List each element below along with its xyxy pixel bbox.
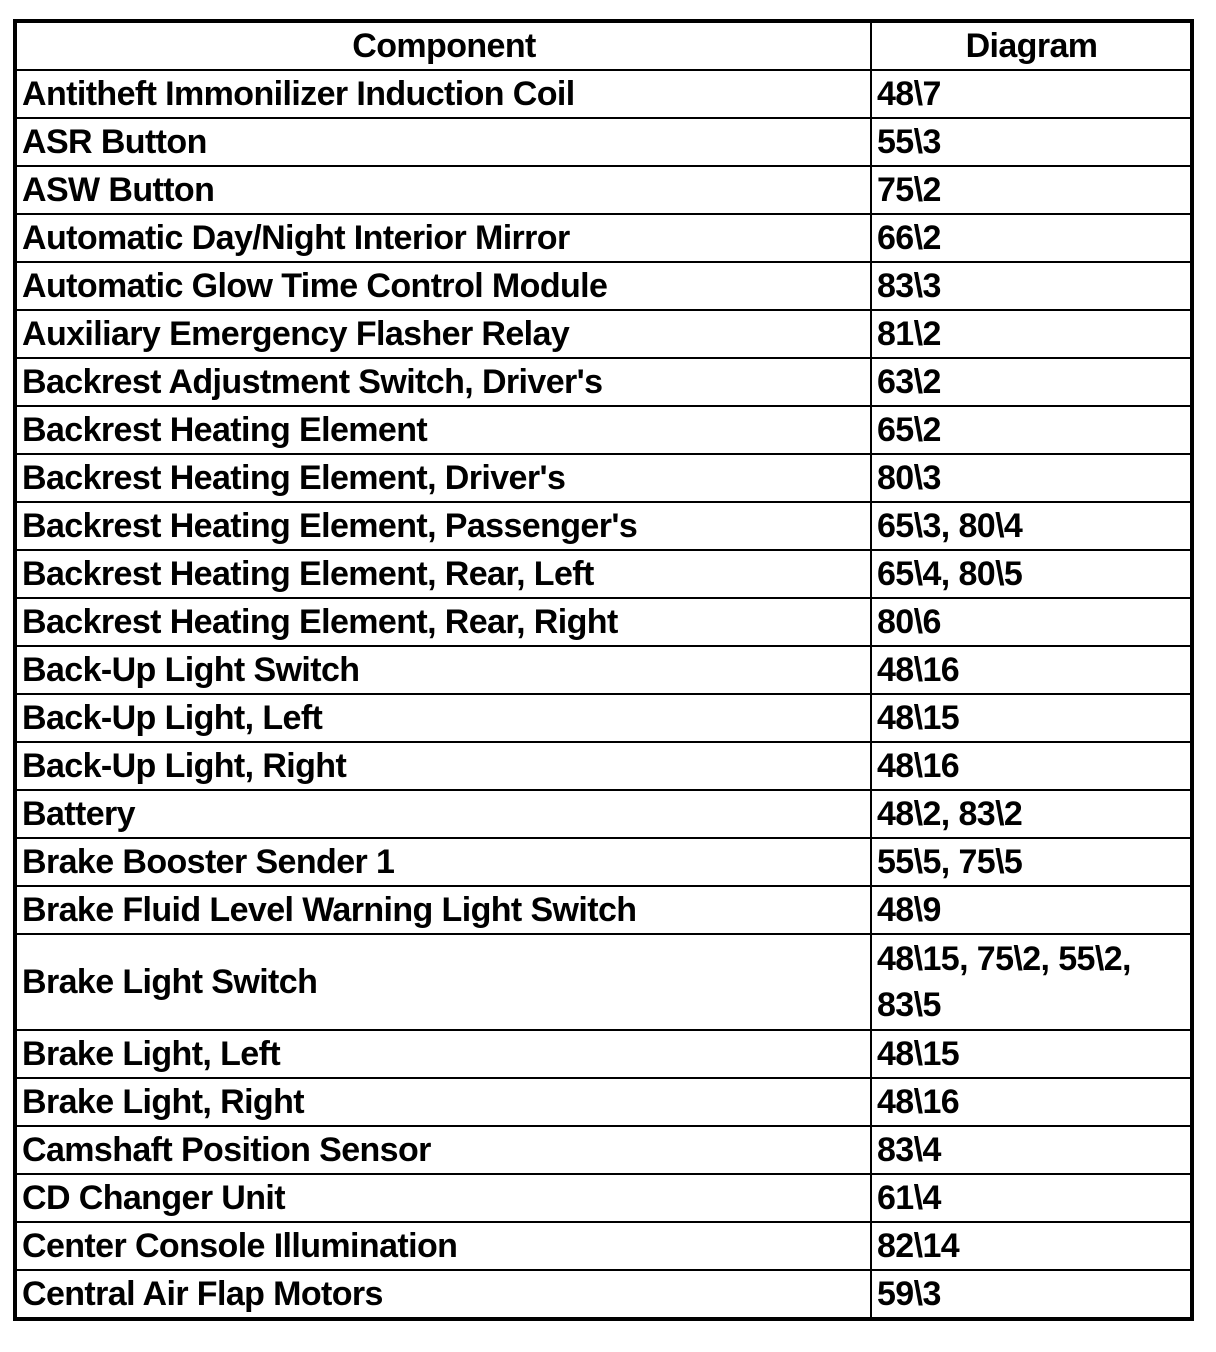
component-cell: Backrest Heating Element <box>15 406 871 454</box>
component-cell: Brake Fluid Level Warning Light Switch <box>15 886 871 934</box>
table-row <box>15 790 1192 838</box>
table-body <box>15 70 1192 1319</box>
table-row <box>15 1126 1192 1174</box>
diagram-cell: 48\16 <box>871 1078 1192 1126</box>
table-row <box>15 166 1192 214</box>
table-row <box>15 598 1192 646</box>
diagram-cell: 83\3 <box>871 262 1192 310</box>
table-row <box>15 70 1192 118</box>
diagram-cell: 65\2 <box>871 406 1192 454</box>
table-row <box>15 1174 1192 1222</box>
diagram-cell: 65\3, 80\4 <box>871 502 1192 550</box>
table-row <box>15 118 1192 166</box>
diagram-cell: 48\16 <box>871 646 1192 694</box>
component-cell: Back-Up Light Switch <box>15 646 871 694</box>
component-cell: Backrest Heating Element, Passenger's <box>15 502 871 550</box>
component-cell: Backrest Heating Element, Rear, Left <box>15 550 871 598</box>
table-row <box>15 742 1192 790</box>
diagram-cell: 63\2 <box>871 358 1192 406</box>
component-cell: Back-Up Light, Left <box>15 694 871 742</box>
diagram-cell: 48\15 <box>871 1030 1192 1078</box>
table-row <box>15 1222 1192 1270</box>
diagram-cell: 48\15, 75\2, 55\2, 83\5 <box>871 934 1192 1030</box>
table-row <box>15 1078 1192 1126</box>
diagram-cell: 48\2, 83\2 <box>871 790 1192 838</box>
column-header-diagram: Diagram <box>871 21 1192 70</box>
table-row <box>15 262 1192 310</box>
diagram-cell: 48\7 <box>871 70 1192 118</box>
component-cell: Brake Light, Left <box>15 1030 871 1078</box>
diagram-cell: 83\4 <box>871 1126 1192 1174</box>
table-header <box>15 21 1192 70</box>
component-cell: Battery <box>15 790 871 838</box>
table-row <box>15 886 1192 934</box>
diagram-cell: 55\3 <box>871 118 1192 166</box>
diagram-cell: 59\3 <box>871 1270 1192 1319</box>
diagram-cell: 80\6 <box>871 598 1192 646</box>
table-row <box>15 406 1192 454</box>
component-cell: Backrest Adjustment Switch, Driver's <box>15 358 871 406</box>
diagram-cell: 48\16 <box>871 742 1192 790</box>
table-row <box>15 694 1192 742</box>
table-row <box>15 214 1192 262</box>
table-row <box>15 454 1192 502</box>
diagram-cell: 81\2 <box>871 310 1192 358</box>
component-cell: ASR Button <box>15 118 871 166</box>
component-cell: Backrest Heating Element, Rear, Right <box>15 598 871 646</box>
diagram-cell: 80\3 <box>871 454 1192 502</box>
table-row <box>15 358 1192 406</box>
component-diagram-table <box>13 19 1194 1321</box>
column-header-component: Component <box>15 21 871 70</box>
component-cell: Automatic Day/Night Interior Mirror <box>15 214 871 262</box>
diagram-cell: 48\15 <box>871 694 1192 742</box>
component-cell: Central Air Flap Motors <box>15 1270 871 1319</box>
table-row <box>15 550 1192 598</box>
diagram-cell: 82\14 <box>871 1222 1192 1270</box>
component-cell: Backrest Heating Element, Driver's <box>15 454 871 502</box>
component-cell: CD Changer Unit <box>15 1174 871 1222</box>
component-cell: Camshaft Position Sensor <box>15 1126 871 1174</box>
table-row <box>15 646 1192 694</box>
diagram-cell: 66\2 <box>871 214 1192 262</box>
component-cell: Automatic Glow Time Control Module <box>15 262 871 310</box>
table-row <box>15 1270 1192 1319</box>
table-row <box>15 310 1192 358</box>
diagram-cell: 65\4, 80\5 <box>871 550 1192 598</box>
diagram-cell: 61\4 <box>871 1174 1192 1222</box>
component-cell: Back-Up Light, Right <box>15 742 871 790</box>
table-row <box>15 838 1192 886</box>
component-cell: Brake Light Switch <box>15 934 871 1030</box>
component-cell: Brake Light, Right <box>15 1078 871 1126</box>
diagram-cell: 75\2 <box>871 166 1192 214</box>
diagram-cell: 55\5, 75\5 <box>871 838 1192 886</box>
component-cell: Antitheft Immonilizer Induction Coil <box>15 70 871 118</box>
header-row <box>15 21 1192 70</box>
diagram-cell: 48\9 <box>871 886 1192 934</box>
component-cell: Auxiliary Emergency Flasher Relay <box>15 310 871 358</box>
component-cell: ASW Button <box>15 166 871 214</box>
table-row <box>15 934 1192 1030</box>
table-row <box>15 502 1192 550</box>
component-cell: Center Console Illumination <box>15 1222 871 1270</box>
component-cell: Brake Booster Sender 1 <box>15 838 871 886</box>
table-row <box>15 1030 1192 1078</box>
